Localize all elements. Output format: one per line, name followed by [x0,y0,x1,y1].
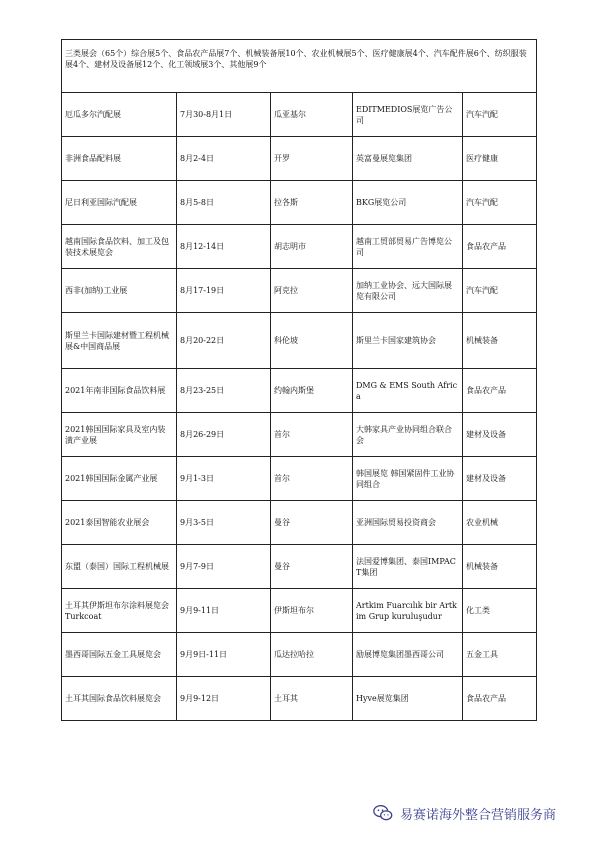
exhibition-category-cell: 机械装备 [463,545,537,589]
exhibition-name-cell: 西非(加纳)工业展 [62,269,177,313]
table-row [62,93,537,137]
summary-cell: 三类展会（65个）综合展5个、食品农产品展7个、机械装备展10个、农业机械展5个、医疗健康展4个、汽车配件展6个、纺织服装展4个、建材及设备展12个、化工领域展3个、其他展9个 [62,40,537,93]
exhibition-date-cell: 9月3-5日 [177,501,271,545]
exhibition-date-cell: 8月17-19日 [177,269,271,313]
table-row [62,589,537,633]
exhibition-category-cell: 农业机械 [463,501,537,545]
exhibition-category-cell: 建材及设备 [463,457,537,501]
exhibition-city-cell: 阿克拉 [271,269,353,313]
exhibition-date-cell: 8月5-8日 [177,181,271,225]
exhibition-organizer-cell: BKG展览公司 [353,181,463,225]
exhibition-date-cell: 7月30-8月1日 [177,93,271,137]
exhibition-name-cell: 越南国际食品饮料、加工及包装技术展览会 [62,225,177,269]
exhibition-city-cell: 瓜亚基尔 [271,93,353,137]
exhibition-category-cell: 汽车汽配 [463,93,537,137]
exhibition-organizer-cell: 法国爱博集团、泰国IMPACT集团 [353,545,463,589]
exhibition-city-cell: 约翰内斯堡 [271,369,353,413]
exhibition-city-cell: 开罗 [271,137,353,181]
exhibition-category-cell: 食品农产品 [463,225,537,269]
exhibition-date-cell: 9月9-12日 [177,677,271,721]
exhibition-name-cell: 2021韩国国际金属产业展 [62,457,177,501]
exhibition-date-cell: 9月9日-11日 [177,633,271,677]
exhibition-organizer-cell: 英富曼展览集团 [353,137,463,181]
exhibition-city-cell: 首尔 [271,413,353,457]
exhibition-organizer-cell: Artkim Fuarcılık bir Artkim Grup kuruluşudur [353,589,463,633]
exhibition-category-cell: 汽车汽配 [463,269,537,313]
exhibition-city-cell: 曼谷 [271,545,353,589]
exhibition-category-cell: 食品农产品 [463,677,537,721]
exhibition-table [61,39,537,721]
exhibition-category-cell: 医疗健康 [463,137,537,181]
exhibition-city-cell: 科伦坡 [271,313,353,369]
exhibition-city-cell: 曼谷 [271,501,353,545]
exhibition-date-cell: 8月20-22日 [177,313,271,369]
exhibition-date-cell: 8月23-25日 [177,369,271,413]
table-row [62,457,537,501]
table-row [62,181,537,225]
exhibition-name-cell: 2021韩国国际家具及室内装潢产业展 [62,413,177,457]
exhibition-name-cell: 墨西哥国际五金工具展览会 [62,633,177,677]
exhibition-date-cell: 9月1-3日 [177,457,271,501]
exhibition-category-cell: 机械装备 [463,313,537,369]
exhibition-name-cell: 东盟（泰国）国际工程机械展 [62,545,177,589]
exhibition-date-cell: 8月12-14日 [177,225,271,269]
summary-row [62,40,537,93]
exhibition-city-cell: 首尔 [271,457,353,501]
exhibition-organizer-cell: DMG & EMS South Africa [353,369,463,413]
exhibition-name-cell: 尼日利亚国际汽配展 [62,181,177,225]
watermark-text: 易赛诺海外整合营销服务商 [400,807,557,823]
exhibition-organizer-cell: 大韩家具产业协同组合联合会 [353,413,463,457]
exhibition-city-cell: 伊斯坦布尔 [271,589,353,633]
exhibition-organizer-cell: 越南工贸部贸易广告博览公司 [353,225,463,269]
exhibition-date-cell: 8月2-4日 [177,137,271,181]
exhibition-organizer-cell: 斯里兰卡国家建筑协会 [353,313,463,369]
table-row [62,545,537,589]
watermark [372,800,556,826]
exhibition-organizer-cell: 加纳工业协会、远大国际展览有限公司 [353,269,463,313]
exhibition-category-cell: 五金工具 [463,633,537,677]
exhibition-date-cell: 8月26-29日 [177,413,271,457]
table-row [62,137,537,181]
exhibition-date-cell: 9月7-9日 [177,545,271,589]
exhibition-name-cell: 土耳其国际食品饮料展览会 [62,677,177,721]
exhibition-name-cell: 非洲食品配料展 [62,137,177,181]
table-row [62,501,537,545]
exhibition-organizer-cell: 励展博览集团墨西哥公司 [353,633,463,677]
table-row [62,269,537,313]
exhibition-date-cell: 9月9-11日 [177,589,271,633]
exhibition-organizer-cell: EDITMEDIOS展览广告公司 [353,93,463,137]
exhibition-city-cell: 瓜达拉哈拉 [271,633,353,677]
wechat-icon [372,802,394,824]
exhibition-name-cell: 2021年南非国际食品饮料展 [62,369,177,413]
table-row [62,225,537,269]
exhibition-city-cell: 胡志明市 [271,225,353,269]
exhibition-name-cell: 厄瓜多尔汽配展 [62,93,177,137]
exhibition-organizer-cell: 亚洲国际贸易投资商会 [353,501,463,545]
table-row [62,413,537,457]
table-row [62,369,537,413]
exhibition-organizer-cell: Hyve展览集团 [353,677,463,721]
table-row [62,633,537,677]
exhibition-category-cell: 食品农产品 [463,369,537,413]
exhibition-name-cell: 土耳其伊斯坦布尔涂料展览会Turkcoat [62,589,177,633]
exhibition-name-cell: 2021泰国智能农业展会 [62,501,177,545]
exhibition-city-cell: 土耳其 [271,677,353,721]
table-row [62,313,537,369]
exhibition-category-cell: 化工类 [463,589,537,633]
exhibition-category-cell: 汽车汽配 [463,181,537,225]
exhibition-city-cell: 拉各斯 [271,181,353,225]
exhibition-name-cell: 斯里兰卡国际建材暨工程机械展&中国商品展 [62,313,177,369]
exhibition-category-cell: 建材及设备 [463,413,537,457]
table-row [62,677,537,721]
exhibition-organizer-cell: 韩国展览 韩国紧固件工业协同组合 [353,457,463,501]
